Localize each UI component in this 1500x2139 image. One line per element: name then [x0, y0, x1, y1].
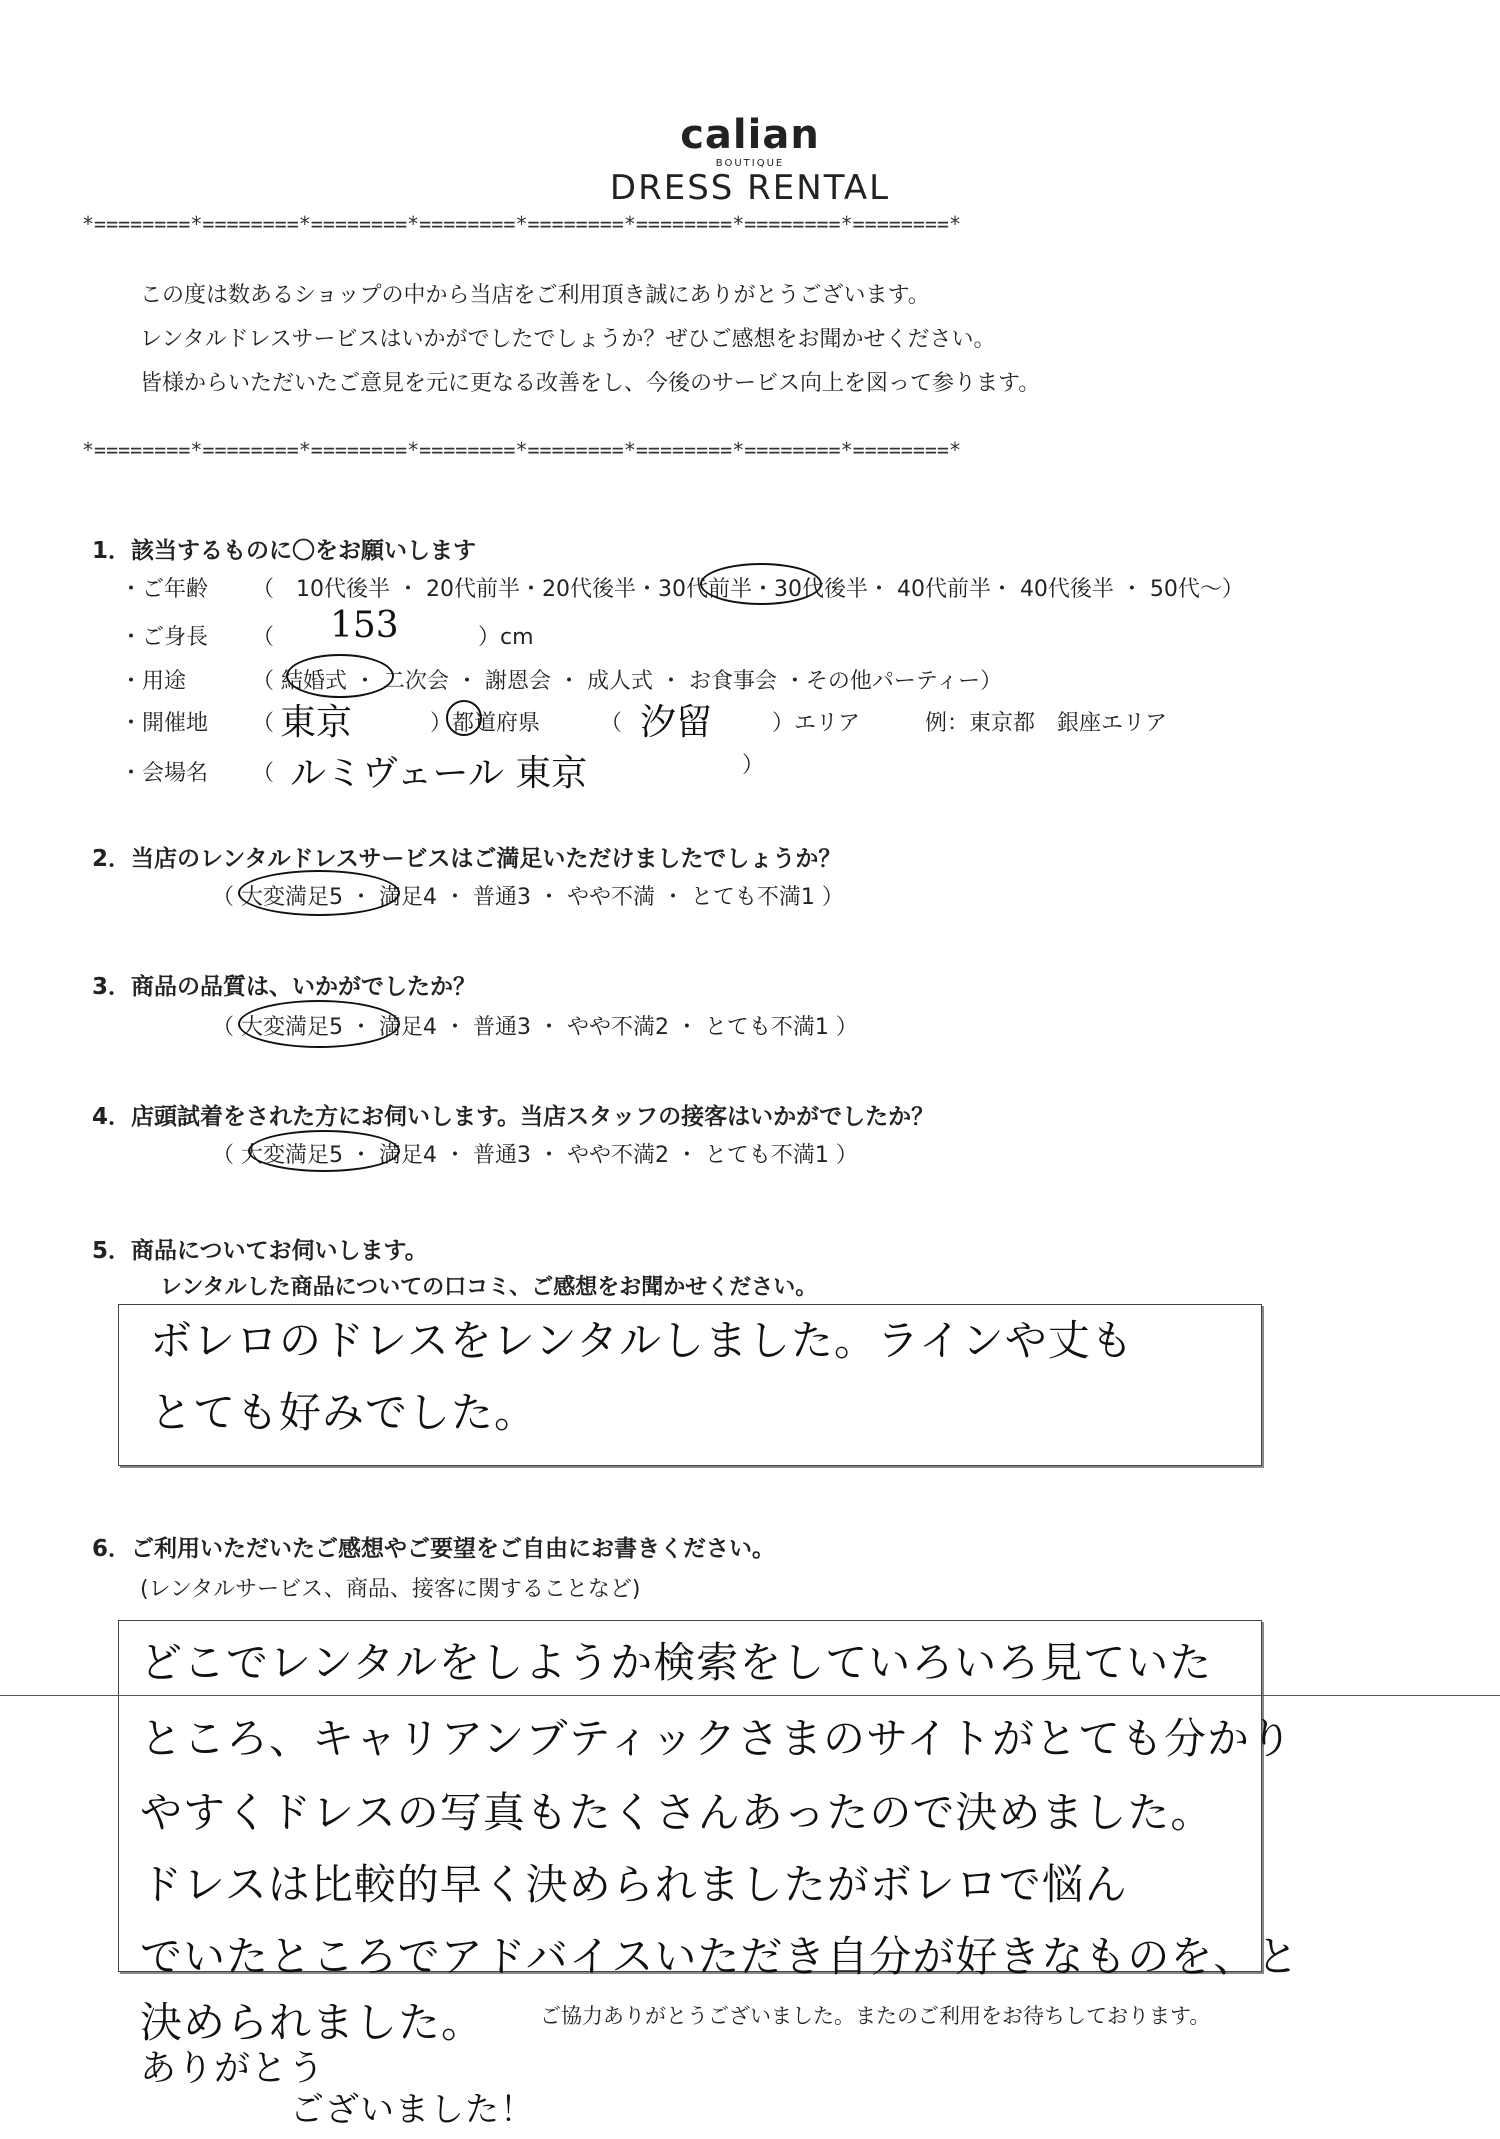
divider-top: *========*========*========*========*========*========*========*========* [82, 212, 961, 236]
intro-line-1: この度は数あるショップの中から当店をご利用頂き誠にありがとうございます。 [140, 283, 930, 308]
q5-answer-line-1: ボレロのドレスをレンタルしました。ラインや丈も [150, 1316, 1134, 1365]
scan-rule [0, 1695, 1500, 1696]
area-open: （ [600, 711, 623, 736]
purpose-selected-circle [286, 654, 394, 698]
venue-open: （ [252, 761, 275, 786]
height-unit: ）cm [478, 625, 534, 650]
q4-selected-circle [248, 1130, 400, 1172]
q5-answer-line-2: とても好みでした。 [150, 1388, 538, 1437]
q6-answer-line-2: ところ、キャリアンブティックさまのサイトがとても分かり [140, 1714, 1294, 1763]
q6-answer-line-7: ありがとう [140, 2048, 326, 2089]
place-example: 例：東京都 銀座エリア [925, 711, 1168, 736]
closing-message: ご協力ありがとうございました。またのご利用をお待ちしております。 [540, 2004, 1211, 2028]
venue-value: ルミヴェール 東京 [290, 753, 588, 794]
place-value: 東京 [280, 702, 353, 743]
q6-answer-line-1: どこでレンタルをしようか検索をしていろいろ見ていた [140, 1638, 1213, 1687]
intro-line-3: 皆様からいただいたご意見を元に更なる改善をし、今後のサービス向上を図って参ります。 [140, 371, 1041, 396]
height-value: 153 [330, 605, 399, 646]
page-title: DRESS RENTAL [609, 168, 891, 208]
purpose-label: ・用途 [120, 669, 187, 694]
purpose-options: （ 結婚式 ・ 二次会 ・ 謝恩会 ・ 成人式 ・ お食事会 ・その他パーティー） [252, 669, 1003, 694]
prefecture-selected-circle [446, 700, 482, 736]
place-suffix: ）都道府県 [430, 711, 541, 736]
age-selected-circle [700, 563, 822, 605]
q3-options: （ 大変満足5 ・ 満足4 ・ 普通3 ・ やや不満2 ・ とても不満1 ） [212, 1015, 858, 1040]
place-label: ・開催地 [120, 711, 209, 736]
q1-title: 1．該当するものに〇をお願いします [92, 538, 477, 564]
height-open: （ [252, 625, 275, 650]
area-value: 汐留 [640, 702, 713, 743]
q6-answer-line-8: ございました！ [290, 2090, 535, 2130]
q5-subtitle: レンタルした商品についての口コミ、ご感想をお聞かせください。 [160, 1275, 818, 1300]
q6-answer-line-3: やすくドレスの写真もたくさんあったので決めました。 [140, 1788, 1214, 1837]
age-options: （ 10代後半 ・ 20代前半・20代後半・30代前半・30代後半・ 40代前半・ 40代後半 ・ 50代～） [252, 577, 1244, 602]
q2-selected-circle [238, 870, 400, 916]
age-label: ・ご年齢 [120, 577, 209, 602]
brand-logo: calian [680, 112, 820, 158]
q3-title: 3．商品の品質は、いかがでしたか？ [92, 974, 477, 1000]
q2-options: （ 大変満足5 ・ 満足4 ・ 普通3 ・ やや不満 ・ とても不満1 ） [212, 885, 844, 910]
divider-bottom: *========*========*========*========*========*========*========*========* [82, 438, 961, 462]
q6-subtitle: (レンタルサービス、商品、接客に関することなど) [140, 1577, 641, 1602]
q6-answer-line-5: でいたところでアドバイスいただき自分が好きなものを、と [140, 1932, 1300, 1981]
q6-answer-line-6: 決められました。 [140, 1998, 485, 2047]
q3-selected-circle [238, 1000, 400, 1048]
brand-sub: BOUTIQUE [715, 158, 785, 169]
q6-title: 6．ご利用いただいたご感想やご要望をご自由にお書きください。 [92, 1536, 776, 1562]
area-suffix: ）エリア [772, 711, 861, 736]
q5-title: 5．商品についてお伺いします。 [92, 1238, 428, 1264]
q4-options: （ 大変満足5 ・ 満足4 ・ 普通3 ・ やや不満2 ・ とても不満1 ） [212, 1143, 858, 1168]
q4-title: 4．店頭試着をされた方にお伺いします。当店スタッフの接客はいかがでしたか？ [92, 1104, 935, 1130]
place-open: （ [252, 711, 275, 736]
q6-answer-line-4: ドレスは比較的早く決められましたがボレロで悩ん [140, 1860, 1128, 1909]
q2-title: 2．当店のレンタルドレスサービスはご満足いただけましたでしょうか？ [92, 846, 842, 872]
height-label: ・ご身長 [120, 625, 209, 650]
venue-close: ） [742, 753, 765, 778]
intro-line-2: レンタルドレスサービスはいかがでしたでしょうか？ぜひご感想をお聞かせください。 [140, 327, 996, 352]
venue-label: ・会場名 [120, 761, 209, 786]
